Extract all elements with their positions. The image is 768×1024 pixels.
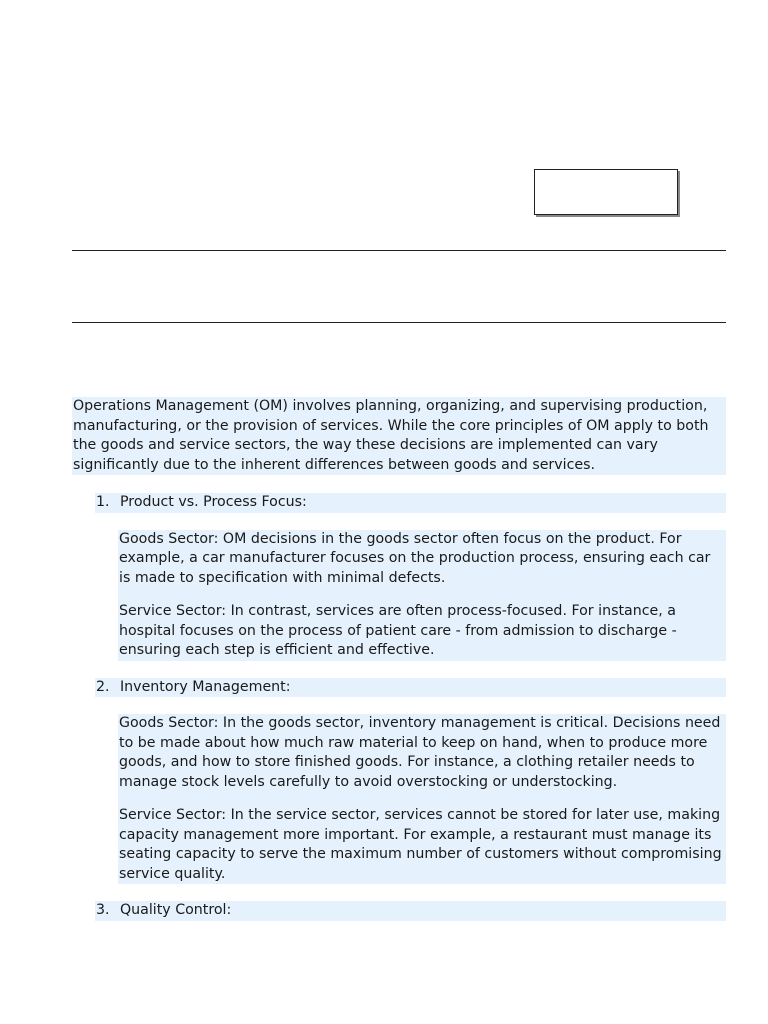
list-item-label: Product vs. Process Focus:	[120, 494, 307, 510]
list-number: 3.	[96, 902, 110, 919]
list-number: 1.	[96, 494, 110, 510]
sub-paragraph-goods: Goods Sector: OM decisions in the goods sector often focus on the product. For example, a car manufacturer focuses on the production process, ensuring each car is made to specification with minimal defects.	[119, 530, 711, 586]
list-item-label: Quality Control:	[120, 902, 232, 919]
horizontal-rule-top	[72, 250, 726, 251]
sub-paragraph-service: Service Sector: In the service sector, services cannot be stored for later use, making capacity management more important. For example, a restaurant must manage its seating capacity to serve the maximum number of customers without compromising service quality.	[119, 807, 722, 882]
sub-paragraph-group	[118, 714, 726, 884]
intro-paragraph: Operations Management (OM) involves planning, organizing, and supervising production, manufacturing, or the provision of services. While the core principles of OM apply to both the goods and service sectors, the way these decisions are implemented can vary significantly due to the inherent differences between goods and services.	[72, 397, 726, 475]
empty-header-box	[534, 169, 678, 215]
list-item-2	[95, 678, 726, 698]
list-item-3	[95, 901, 726, 921]
list-item-label: Inventory Management:	[120, 678, 291, 695]
sub-paragraph-goods: Goods Sector: In the goods sector, inventory management is critical. Decisions need to be made about how much raw material to keep on hand, when to produce more goods, and how to store finished goods. For instance, a clothing retailer needs to manage stock levels carefully to avoid overstocking or understocking.	[119, 715, 721, 790]
sub-paragraph-service: Service Sector: In contrast, services are often process-focused. For instance, a hospital focuses on the process of patient care - from admission to discharge - ensuring each step is efficient and effective.	[119, 603, 677, 659]
sub-paragraph-group	[118, 530, 726, 661]
horizontal-rule-bottom	[72, 322, 726, 323]
document-body	[72, 397, 726, 938]
list-item-1	[95, 493, 726, 513]
list-number: 2.	[96, 678, 110, 695]
